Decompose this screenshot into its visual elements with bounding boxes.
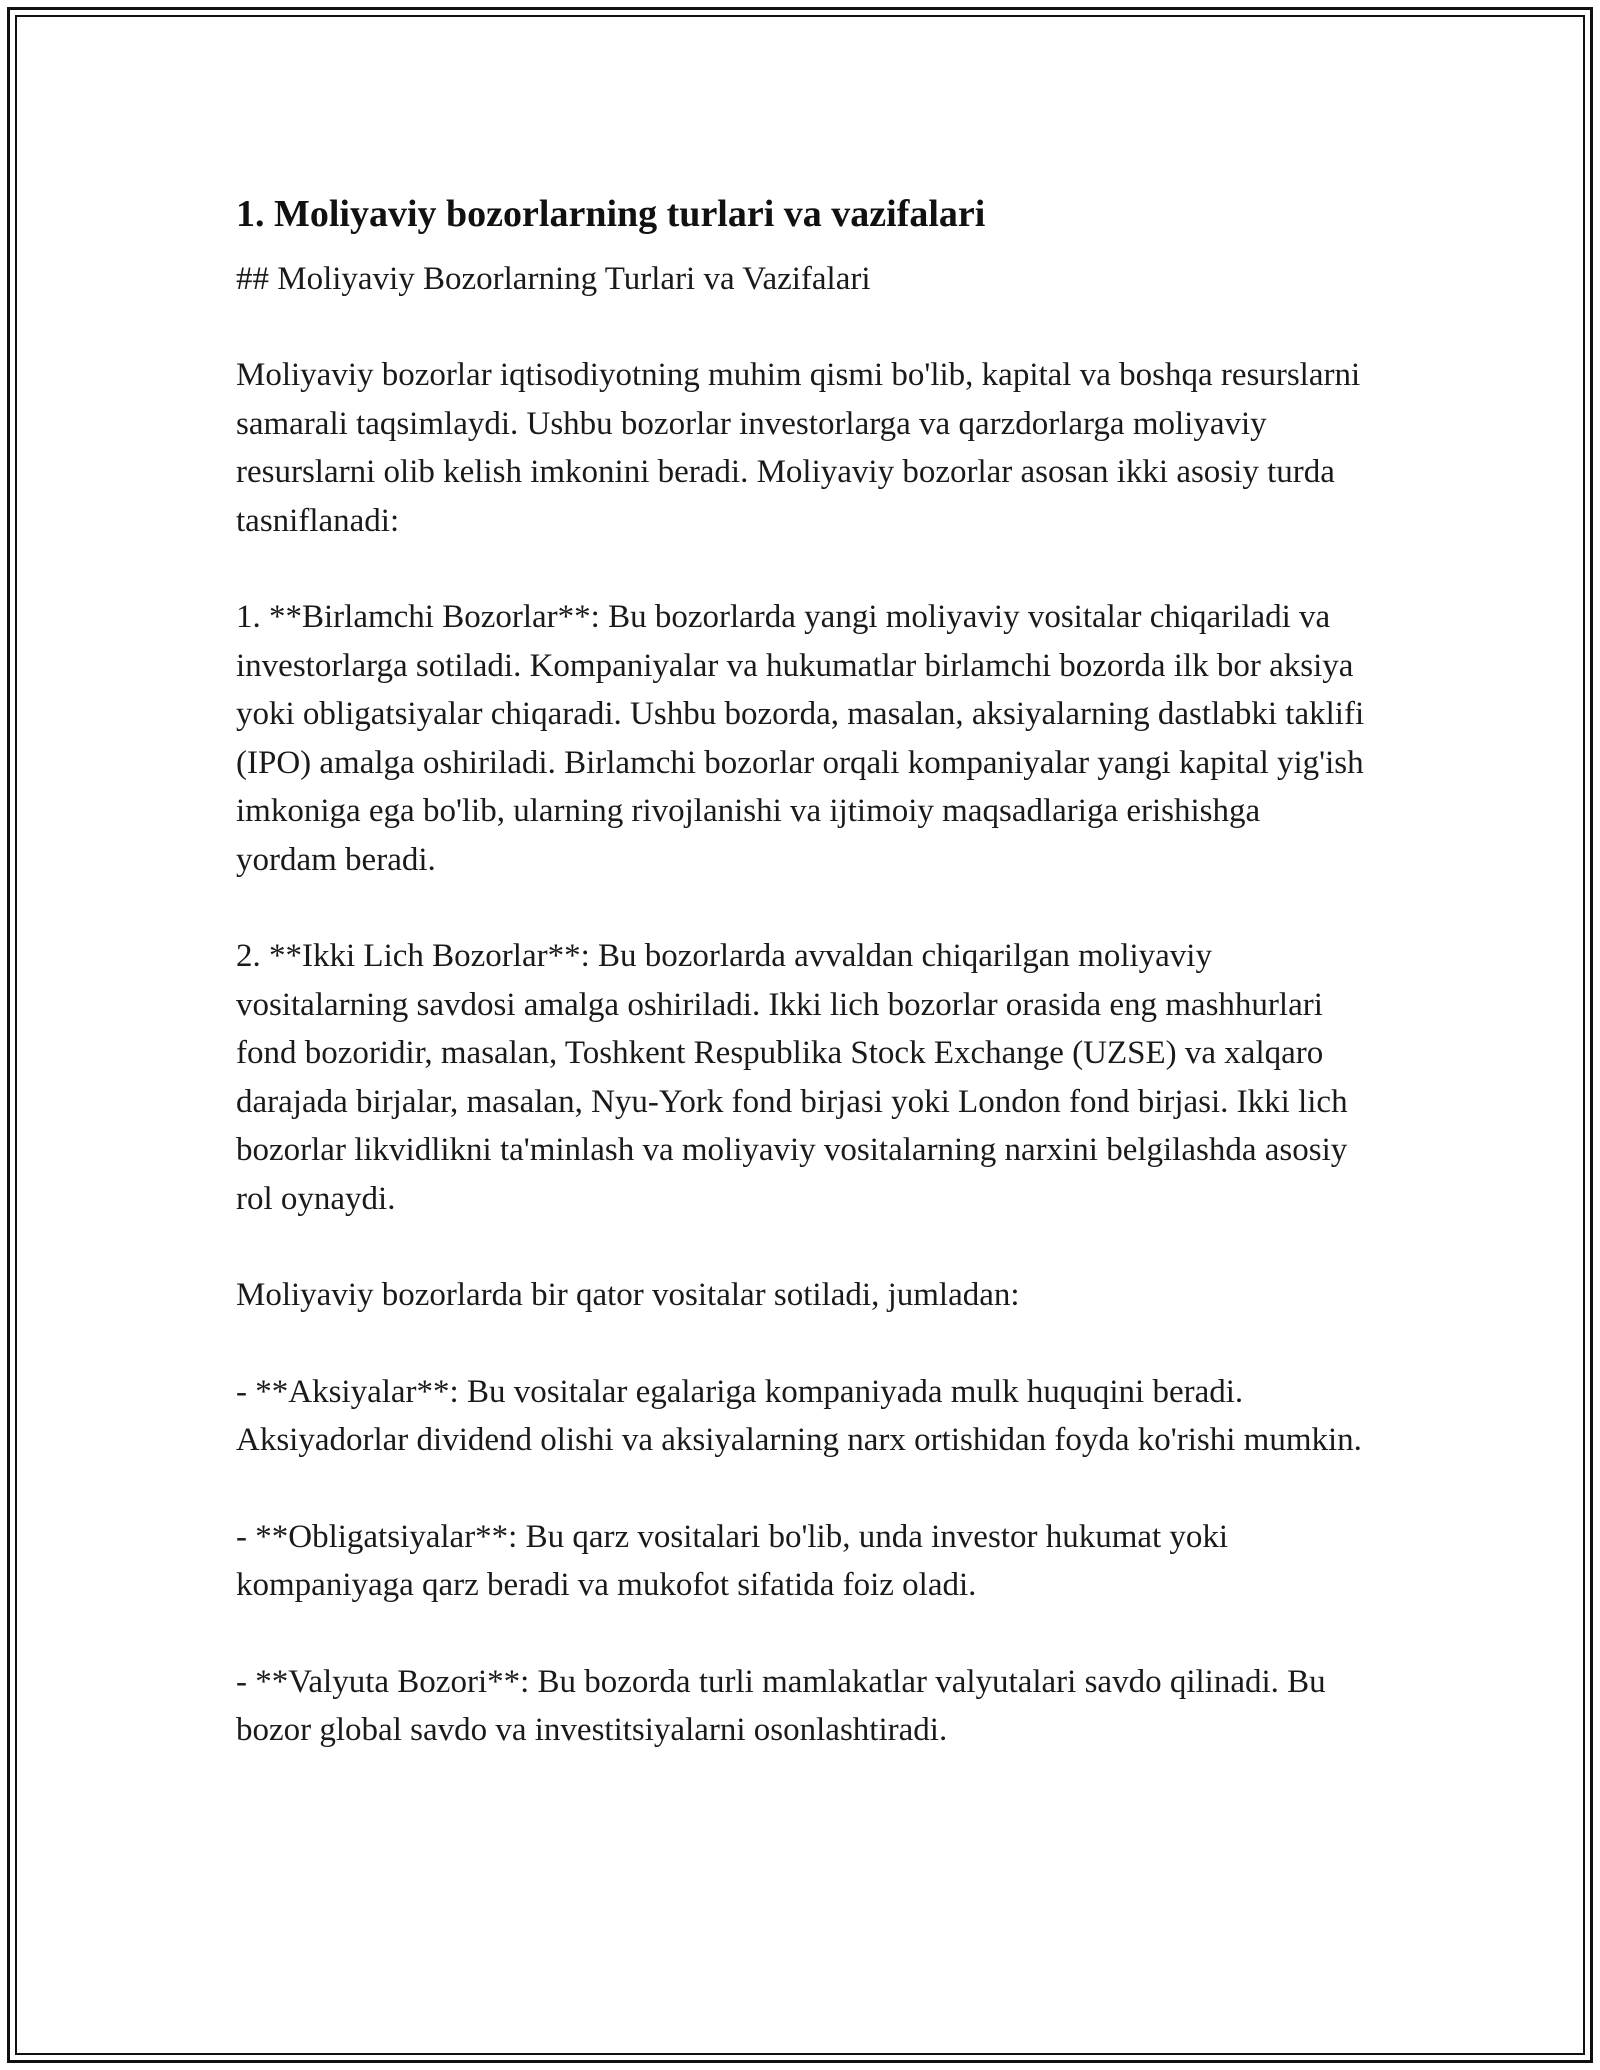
document-title: 1. Moliyaviy bozorlarning turlari va vazifalari [236,193,986,235]
intro-paragraph: Moliyaviy bozorlar iqtisodiyotning muhim qismi bo'lib, kapital va boshqa resurslarni samarali taqsimlaydi. Ushbu bozorlar investorlarga va qarzdorlarga moliyaviy resurslarni olib kelish imkonini beradi. Moliyaviy bozorlar asosan ikki asosiy turda tasniflanadi: [236,357,1361,539]
stocks-list-item: - **Aksiyalar**: Bu vositalar egalariga kompaniyada mulk huquqini beradi. Aksiyadorlar dividend olishi va aksiyalarning narx ortishidan foyda ko'rishi mumkin. [236,1373,1362,1458]
document-subtitle: ## Moliyaviy Bozorlarning Turlari va Vazifalari [236,261,871,297]
instruments-intro-paragraph: Moliyaviy bozorlarda bir qator vositalar sotiladi, jumladan: [236,1277,1020,1313]
currency-market-list-item: - **Valyuta Bozori**: Bu bozorda turli mamlakatlar valyutalari savdo qilinadi. Bu bozor global savdo va investitsiyalarni osonlashtiradi. [236,1663,1326,1748]
bonds-list-item: - **Obligatsiyalar**: Bu qarz vositalari bo'lib, unda investor hukumat yoki kompaniyaga qarz beradi va mukofot sifatida foiz oladi. [236,1518,1229,1603]
secondary-markets-paragraph: 2. **Ikki Lich Bozorlar**: Bu bozorlarda avvaldan chiqarilgan moliyaviy vositalarning savdosi amalga oshiriladi. Ikki lich bozorlar orasida eng mashhurlari fond bozoridir, masalan, Toshkent Respublika Stock Exchange (UZSE) va xalqaro darajada birjalar, masalan, Nyu-York fond birjasi yoki London fond birjasi. Ikki lich bozorlar likvidlikni ta'minlash va moliyaviy vositalarning narxini belgilashda asosiy rol oynaydi. [236,938,1348,1217]
primary-markets-paragraph: 1. **Birlamchi Bozorlar**: Bu bozorlarda yangi moliyaviy vositalar chiqariladi va investorlarga sotiladi. Kompaniyalar va hukumatlar birlamchi bozorda ilk bor aksiya yoki obligatsiyalar chiqaradi. Ushbu bozorda, masalan, aksiyalarning dastlabki taklifi (IPO) amalga oshiriladi. Birlamchi bozorlar orqali kompaniyalar yangi kapital yig'ish imkoniga ega bo'lib, ularning rivojlanishi va ijtimoiy maqsadlariga erishishga yordam beradi. [236,599,1365,878]
document-body [236,185,1366,1755]
